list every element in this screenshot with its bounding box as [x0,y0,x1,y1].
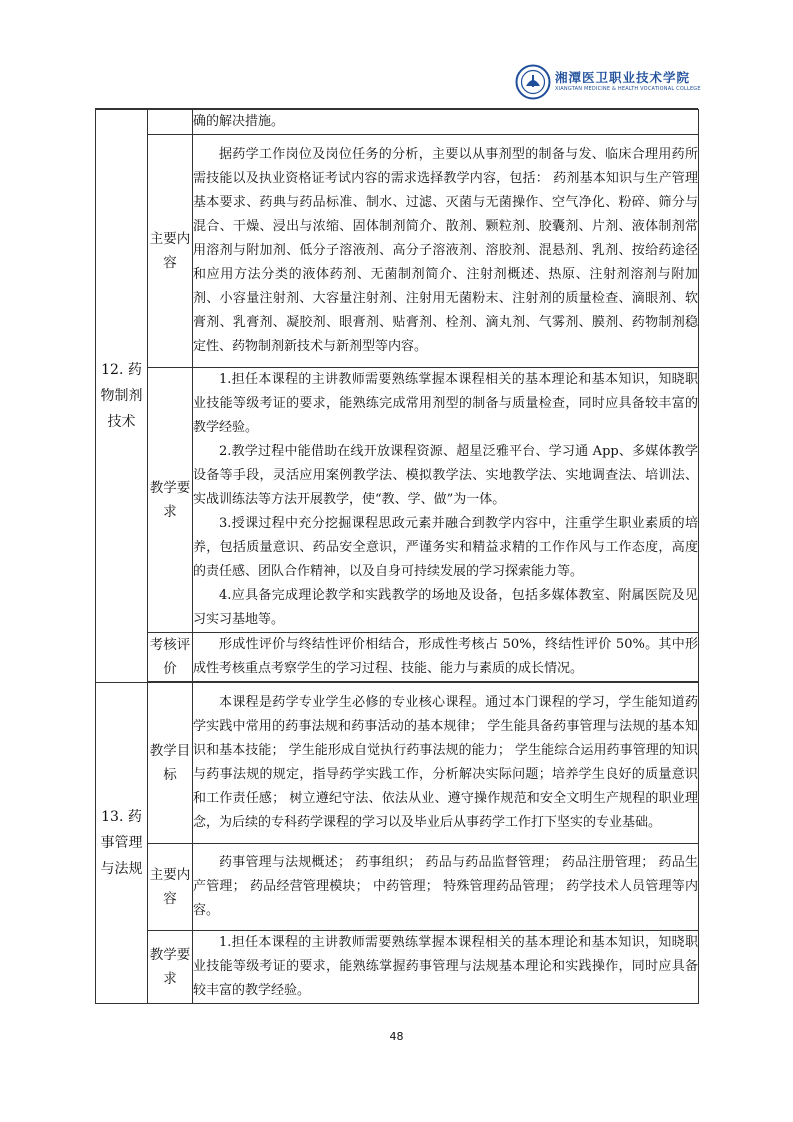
course-13-goal-label: 教学目标 [148,683,193,844]
course-12-req-item: 2.教学过程中能借助在线开放课程资源、超星泛雅平台、学习通 App、多媒体教学设备等手段，灵活应用案例教学法、模拟教学法、实地教学法、实地调查法、培训法、实战训练法等方法开展教学，使“教、学、做”为一体。 [193,444,698,507]
course-13-title: 13. 药事管理与法规 [96,683,148,1004]
school-name: 湘潭医卫职业技术学院 [555,70,691,85]
table-row [96,368,699,633]
course-13-req-content: 1.担任本课程的主讲教师需要熟练掌握本课程相关的基本理论和基本知识，知晓职业技能等级考证的要求，能熟练掌握药事管理与法规基本理论和实践操作，同时应具备较丰富的教学经验。 [193,935,698,998]
curriculum-table [95,109,699,1004]
table-row [96,110,699,135]
course-12-title: 12. 药物制剂技术 [96,110,148,683]
school-logo-icon [515,64,551,100]
course-12-eval-content: 形成性评价与终结性评价相结合，形成性考核占 50%，终结性评价 50%。其中形成性考核重点考察学生的学习过程、技能、能力与素质的成长情况。 [193,637,698,676]
course-13-req-label: 教学要求 [148,931,193,1004]
course-12-eval-label: 考核评价 [148,633,193,682]
table-row [96,135,699,368]
course-13-goal-content: 本课程是药学专业学生必修的专业核心课程。通过本门课程的学习，学生能知道药学实践中常用的药事法规和药事活动的基本规律； 学生能具备药事管理与法规的基本知识和基本技能； 学生能形成自觉执行药事法规的能力； 学生能综合运用药事管理的知识与药事法规的规定，指导药学实践工作，分析解决实际问题；培养学生良好的质量意识和工作责任感； 树立遵纪守法、依法从业、遵守操作规范和安全文明生产规程的职业理念，为后续的专科药学课程的学习以及毕业后从事药学工作打下坚实的专业基础。 [193,695,698,830]
course-12-req-label: 教学要求 [148,368,193,633]
table-row [96,633,699,682]
course-12-main-label: 主要内容 [148,135,193,368]
course-12-req-item: 1.担任本课程的主讲教师需要熟练掌握本课程相关的基本理论和基本知识，知晓职业技能等级考证的要求，能熟练完成常用剂型的制备与质量检查，同时应具备较丰富的教学经验。 [193,372,698,435]
course-13-main-content: 药事管理与法规概述； 药事组织； 药品与药品监督管理； 药品注册管理； 药品生产管理； 药品经营管理模块； 中药管理； 特殊管理药品管理； 药学技术人员管理等内容。 [193,855,698,918]
page-header [515,64,701,102]
school-name-en: XIANGTAN MEDICINE & HEALTH VOCATIONAL COLLEGE [555,86,701,92]
course-12-req-item: 3.授课过程中充分挖掘课程思政元素并融合到教学内容中，注重学生职业素质的培养，包括质量意识、药品安全意识，严谨务实和精益求精的工作作风与工作态度，高度的责任感、团队合作精神，以及自身可持续发展的学习探索能力等。 [193,516,698,579]
table-row [96,931,699,1004]
course-12-main-content: 据药学工作岗位及岗位任务的分析，主要以从事剂型的制备与发、临床合理用药所需技能以及执业资格证考试内容的需求选择教学内容，包括： 药剂基本知识与生产管理基本要求、药典与药品标准、制水、过滤、灭菌与无菌操作、空气净化、粉碎、筛分与混合、干燥、浸出与浓缩、固体制剂简介、散剂、颗粒剂、胶囊剂、片剂、液体制剂常用溶剂与附加剂、低分子溶液剂、高分子溶液剂、溶胶剂、混悬剂、乳剂、按给药途径和应用方法分类的液体药剂、无菌制剂简介、注射剂概述、热原、注射剂溶剂与附加剂、小容量注射剂、大容量注射剂、注射用无菌粉末、注射剂的质量检查、滴眼剂、软膏剂、乳膏剂、凝胶剂、眼膏剂、贴膏剂、栓剂、滴丸剂、气雾剂、膜剂、药物制剂稳定性、药物制剂新技术与新剂型等内容。 [193,147,698,354]
course-12-continuation: 确的解决措施。 [193,110,699,135]
table-row [96,844,699,931]
course-13-main-label: 主要内容 [148,844,193,931]
course-12-req-item: 4.应具备完成理论教学和实践教学的场地及设备，包括多媒体教室、附属医院及见习实习基地等。 [193,588,698,627]
table-row [96,683,699,844]
page-number: 48 [389,1030,404,1043]
